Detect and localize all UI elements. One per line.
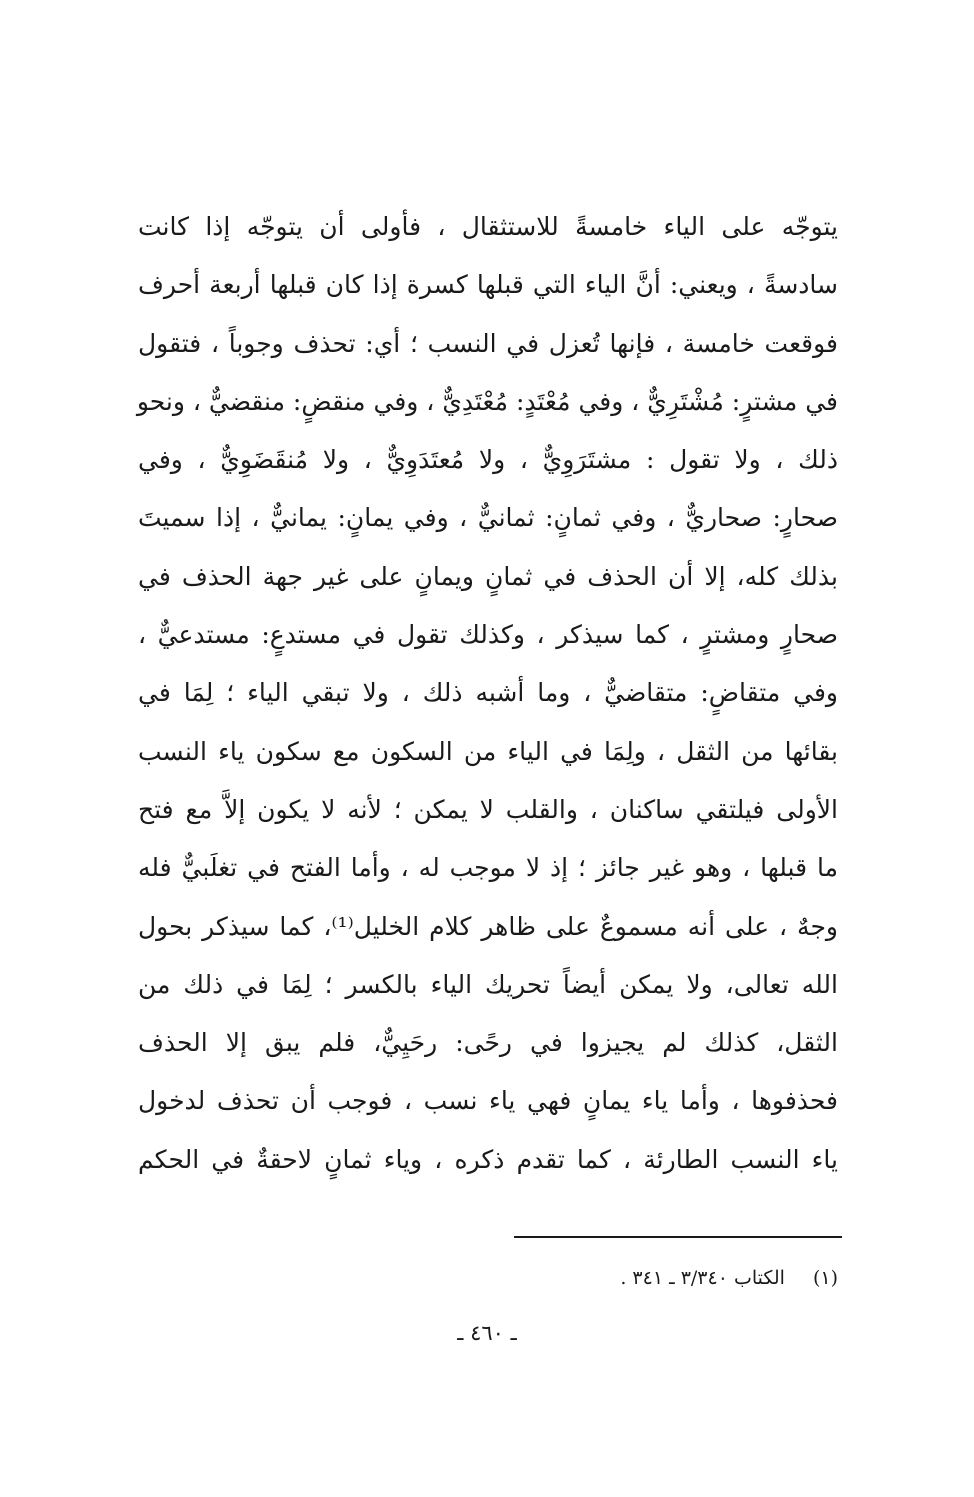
- footnote: [620, 1264, 838, 1292]
- footnote-number: (١): [812, 1267, 838, 1289]
- text-line: ياء النسب الطارئة ، كما تقدم ذكره ، وياء ثمانٍ لاحقةٌ في الحكم: [138, 1144, 838, 1174]
- text-line: الأولى فيلتقي ساكنان ، والقلب لا يمكن ؛ لأنه لا يكون إلاَّ مع فتح: [138, 794, 838, 824]
- footnote-divider: [514, 1236, 842, 1238]
- text-line: فوقعت خامسة ، فإنها تُعزل في النسب ؛ أي: تحذف وجوباً ، فتقول: [138, 328, 838, 358]
- text-line: بذلك كله، إلا أن الحذف في ثمانٍ ويمانٍ على غير جهة الحذف في: [138, 561, 838, 591]
- text-line: بقائها من الثقل ، ولِمَا في الياء من السكون مع سكون ياء النسب: [138, 736, 838, 766]
- text-line: الثقل، كذلك لم يجيزوا في رحًى: رحَيِيٌّ، فلم يبق إلا الحذف: [138, 1028, 838, 1058]
- page-number: ـ ٤٦٠ ـ: [457, 1321, 517, 1345]
- text-line: وفي متقاضٍ: متقاضيٌّ ، وما أشبه ذلك ، ولا تبقي الياء ؛ لِمَا في: [138, 678, 838, 708]
- text-line: ذلك ، ولا تقول : مشتَرَوِيٌّ ، ولا مُعتَدَوِيٌّ ، ولا مُنقَضَوِيٌّ ، وفي: [138, 445, 838, 475]
- text-line: سادسةً ، ويعني: أنَّ الياء التي قبلها كسرة إذا كان قبلها أربعة أحرف: [138, 270, 838, 300]
- text-line: فحذفوها ، وأما ياء يمانٍ فهي ياء نسب ، فوجب أن تحذف لدخول: [138, 1086, 838, 1116]
- text-line: وجهٌ ، على أنه مسموعٌ على ظاهر كلام الخليل⁽¹⁾، كما سيذكر بحول: [138, 911, 838, 941]
- body-text: [138, 198, 838, 1189]
- text-line: صحارٍ: صحاريٌّ ، وفي ثمانٍ: ثمانيٌّ ، وفي يمانٍ: يمانيٌّ ، إذا سميتَ: [138, 503, 838, 533]
- footnote-text: الكتاب ٣/٣٤٠ ـ ٣٤١ .: [620, 1267, 785, 1289]
- text-line: في مشترٍ: مُشْتَرِيٌّ ، وفي مُعْتَدٍ: مُعْتَدِيٌّ ، وفي منقضٍ: منقضيٌّ ، ونحو: [136, 386, 838, 416]
- text-line: صحارٍ ومشترٍ ، كما سيذكر ، وكذلك تقول في مستدعٍ: مستدعيٌّ ،: [138, 620, 838, 650]
- text-line: الله تعالى، ولا يمكن أيضاً تحريك الياء بالكسر ؛ لِمَا في ذلك من: [138, 969, 838, 999]
- text-line: ما قبلها ، وهو غير جائز ؛ إذ لا موجب له ، وأما الفتح في تغلَبيٌّ فله: [138, 853, 838, 883]
- text-line: يتوجّه على الياء خامسةً للاستثقال ، فأولى أن يتوجّه إذا كانت: [138, 212, 838, 241]
